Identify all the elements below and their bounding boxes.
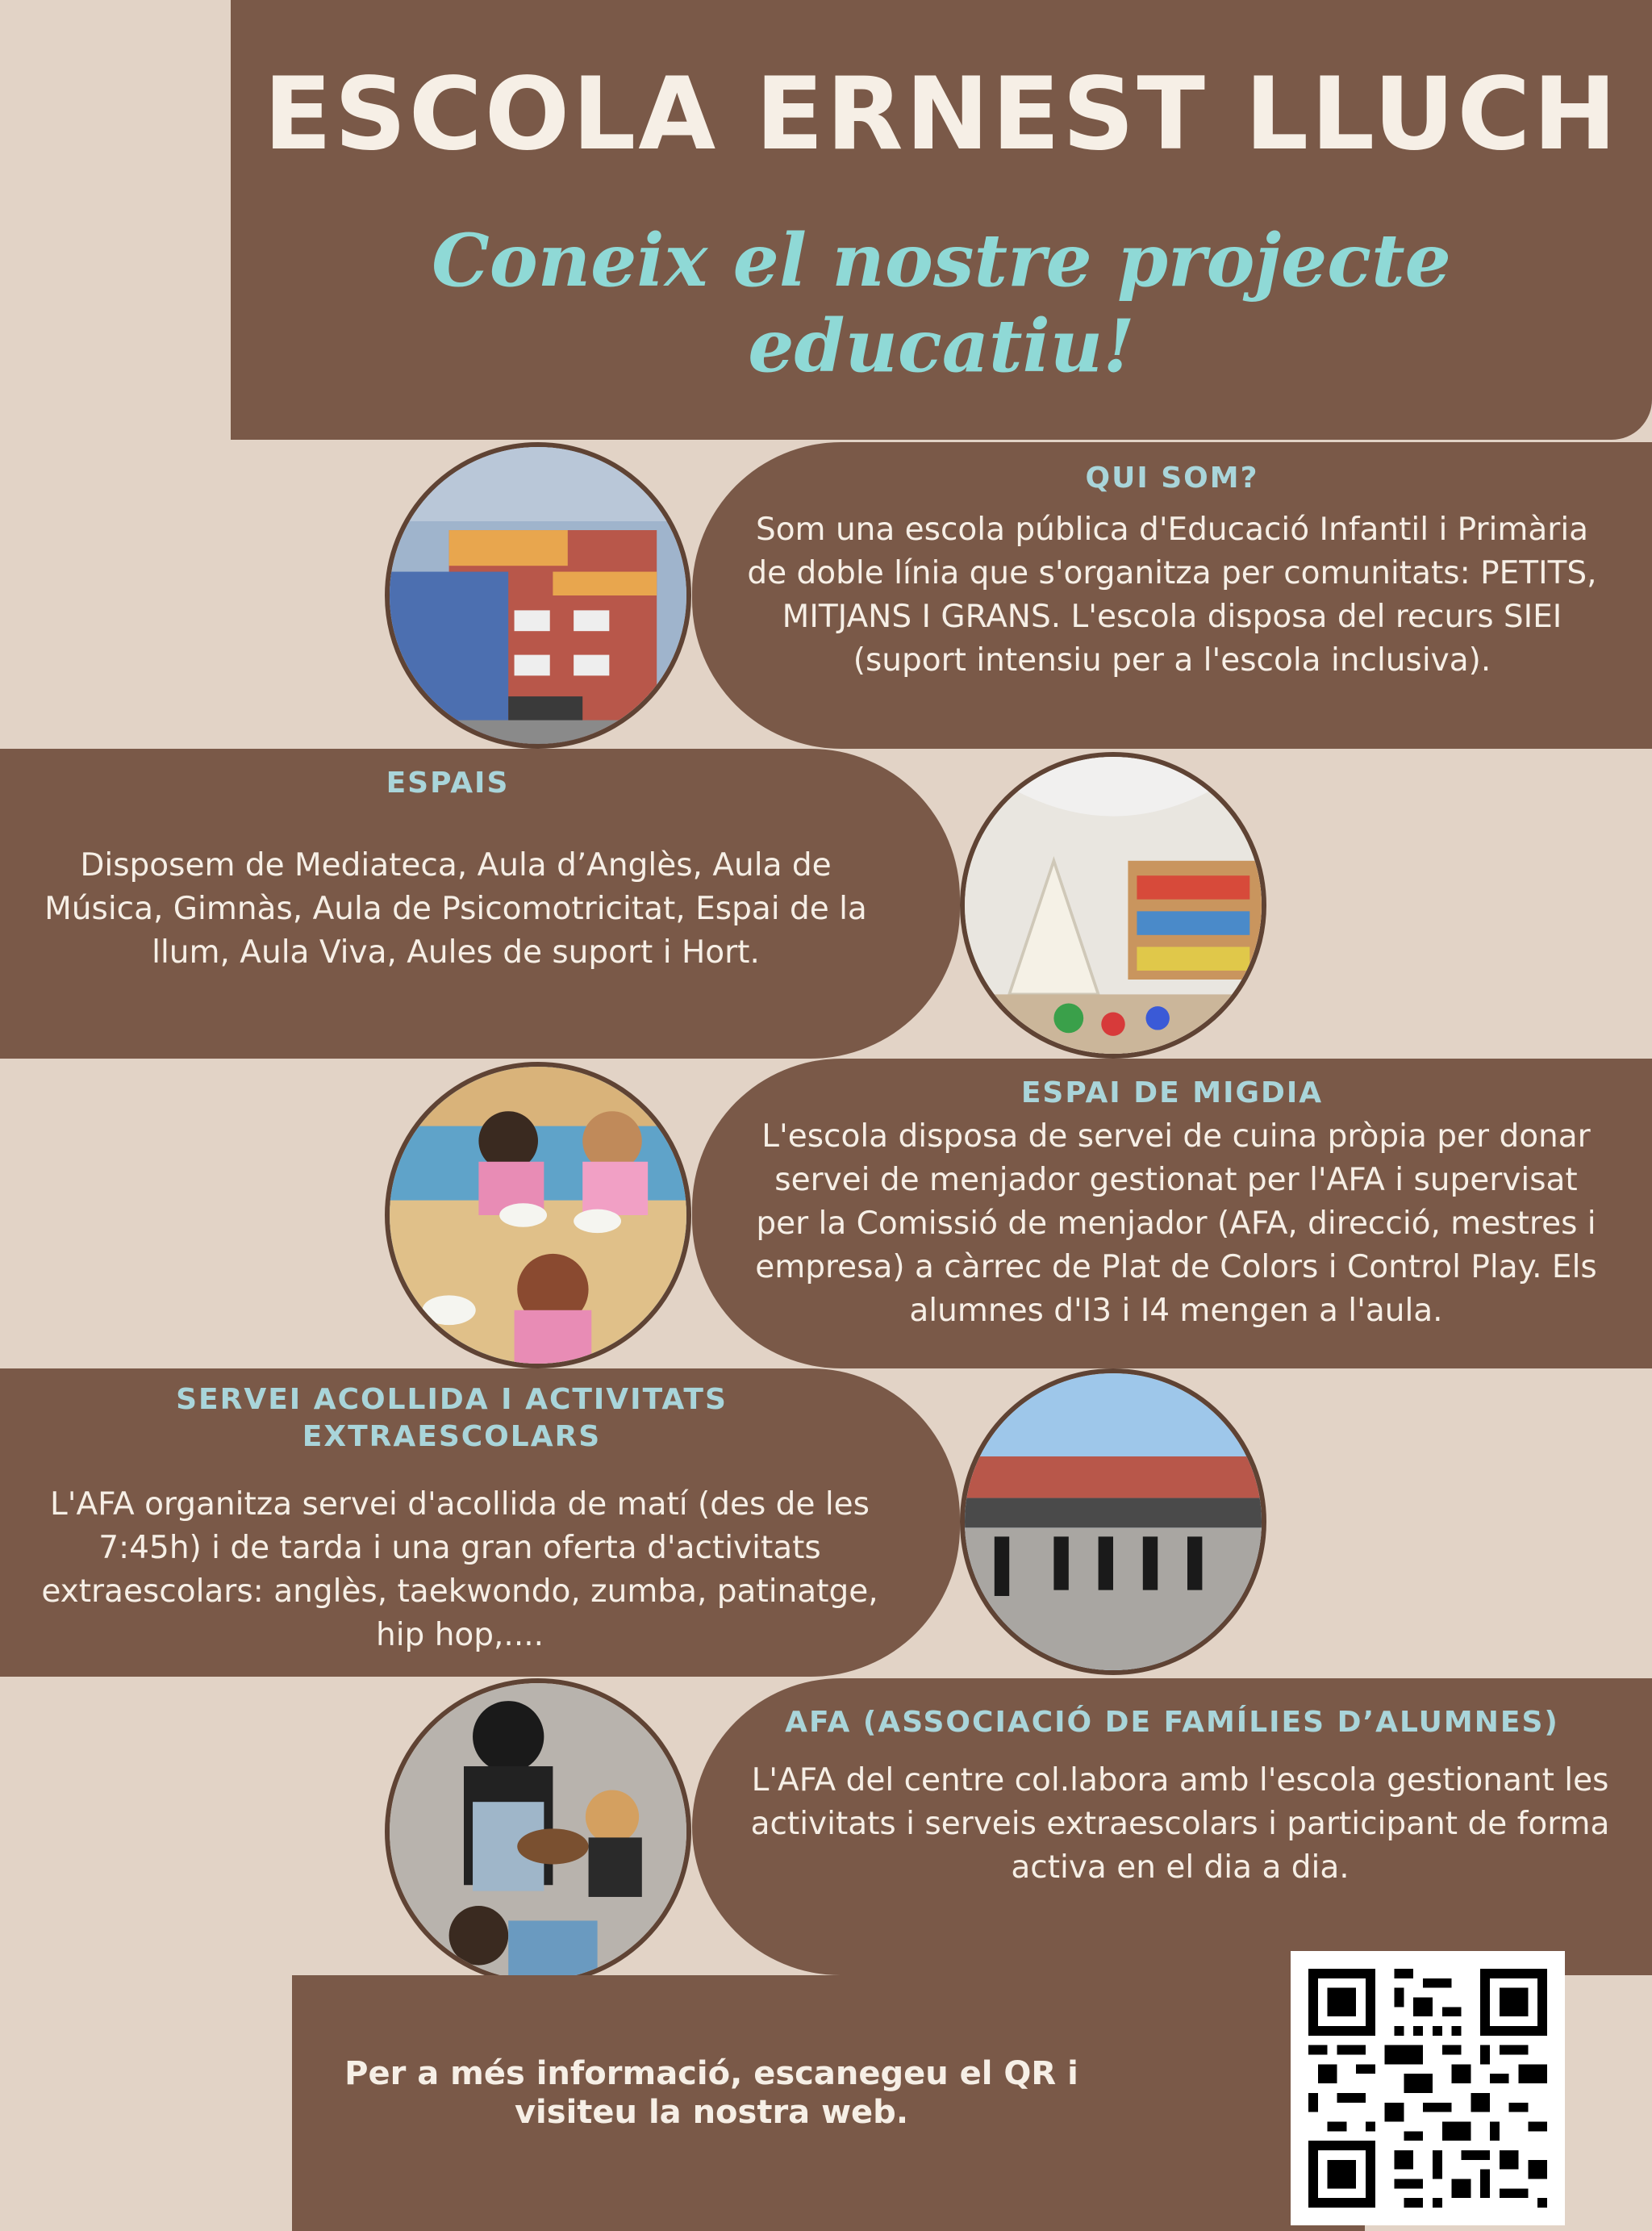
section-heading: ESPAIS [386, 767, 510, 800]
section-espais [0, 749, 960, 1059]
lunch-children-photo [385, 1062, 691, 1368]
section-body: Som una escola pública d'Educació Infantil i Primària de doble línia que s'organitza per comunitats: PETITS, MITJANS I GRANS. L'escola disposa del recurs SIEI (suport intensiu per a l'escola inclusiva). [747, 512, 1597, 679]
section-heading: SERVEI ACOLLIDA I ACTIVITATS EXTRAESCOLARS [176, 1383, 728, 1453]
section-afa [692, 1678, 1652, 1975]
section-servei-acollida [0, 1368, 960, 1677]
header-banner [231, 0, 1652, 440]
section-espai-migdia [692, 1059, 1652, 1368]
section-qui-som [692, 442, 1652, 749]
library-playroom-photo [960, 752, 1266, 1059]
section-body: L'AFA del centre col.labora amb l'escola gestionant les activitats i serveis extraescolars i participant de forma activa en el dia a dia. [750, 1762, 1610, 1886]
section-heading: QUI SOM? [1085, 462, 1259, 495]
dance-activity-photo [960, 1368, 1266, 1675]
footer-banner [292, 1975, 1365, 2231]
section-body: L'escola disposa de servei de cuina pròpia per donar servei de menjador gestionat per l'AFA i supervisat per la Comissió de menjador (AFA, direcció, mestres i empresa) a càrrec de Plat de Colors i Control Play. Els alumnes d'I3 i I4 mengen a l'aula. [755, 1118, 1597, 1329]
footer-text: Per a més informació, escanegeu el QR i visiteu la nostra web. [344, 2055, 1078, 2131]
section-heading: ESPAI DE MIGDIA [1020, 1076, 1324, 1109]
school-building-photo [385, 442, 691, 749]
page-subtitle: Coneix el nostre projecte educatiu! [432, 218, 1451, 389]
afa-children-photo [385, 1678, 691, 1985]
section-body: L'AFA organitza servei d'acollida de matí (des de les 7:45h) i de tarda i una gran oferta d'activitats extraescolars: anglès, taekwondo, zumba, patinatge, hip hop,.... [41, 1486, 878, 1653]
section-heading: AFA (ASSOCIACIÓ DE FAMÍLIES D’ALUMNES) [785, 1706, 1559, 1739]
qr-code[interactable] [1291, 1951, 1565, 2225]
page-title: ESCOLA ERNEST LLUCH [263, 56, 1620, 173]
section-body: Disposem de Mediateca, Aula d’Anglès, Aula de Música, Gimnàs, Aula de Psicomotricitat, Espai de la llum, Aula Viva, Aules de suport i Hort. [44, 847, 867, 971]
